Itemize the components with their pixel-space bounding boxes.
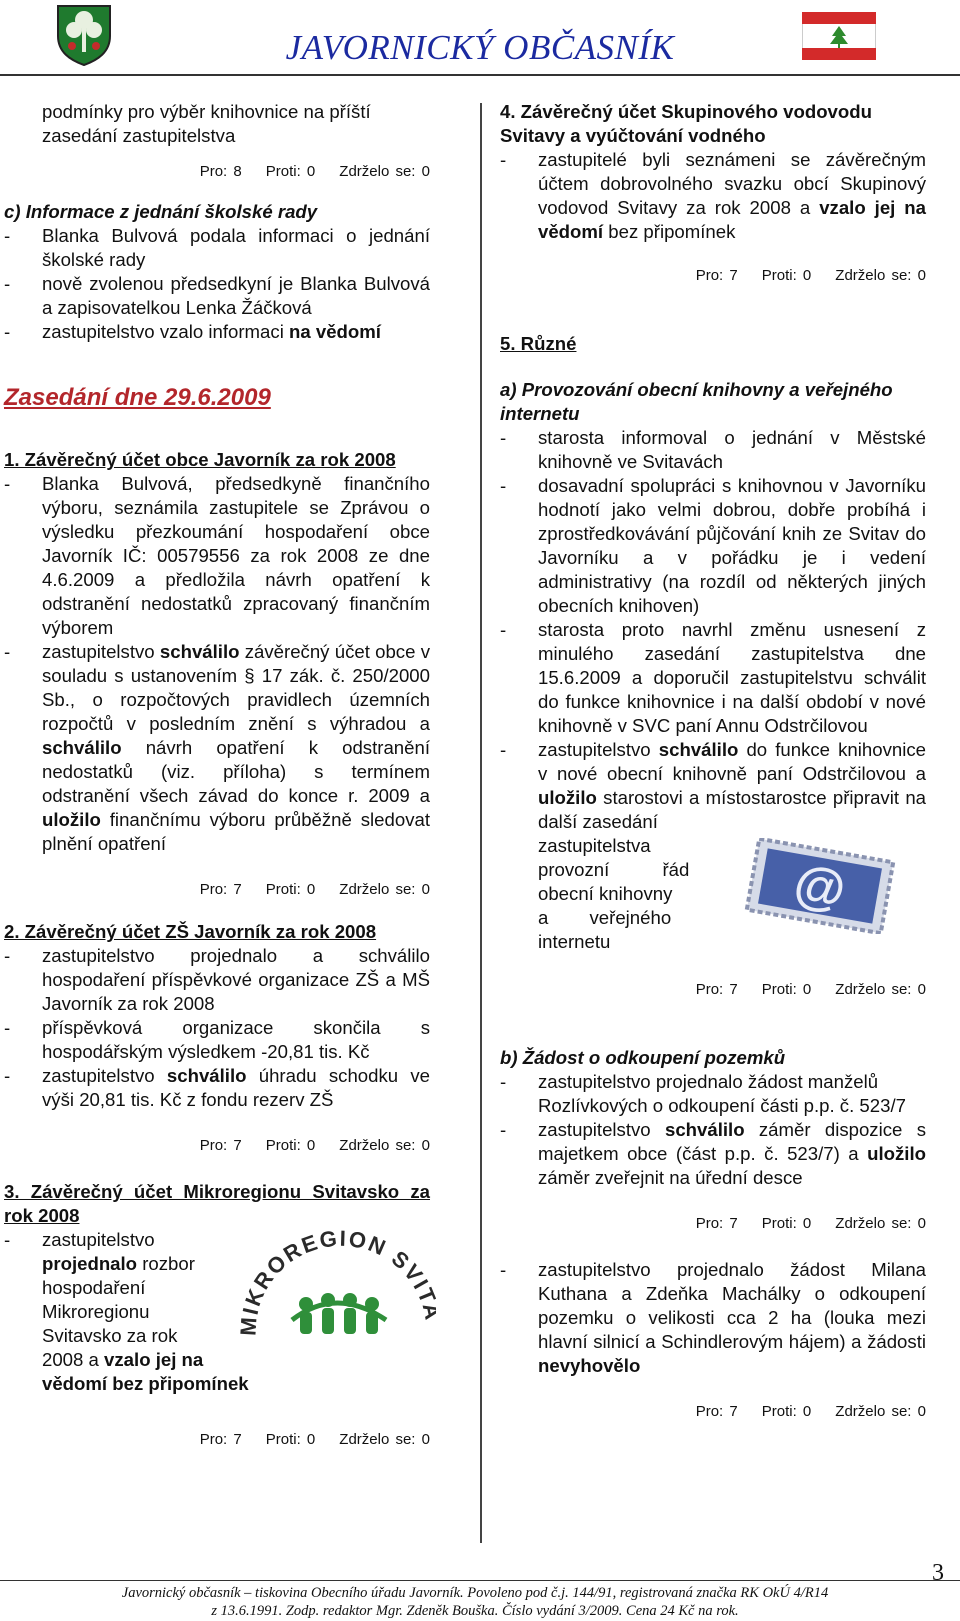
at-sign-stamp <box>740 838 900 934</box>
section-heading-4: 4. Závěrečný účet Skupinového vodovodu Svitavy a vyúčtování vodného <box>500 101 872 146</box>
list-item: - zastupitelstvo schválilo závěrečný účet obce v souladu s ustanovením § 17 zák. č. 250/2000 Sb., o rozpočtových pravidlech územních rozpočtů v posledním znění s výhradou a schválilo návrh opatření k odstranění nedostatků (viz. příloha) s termínem odstranění všech závad do konce r. 2009 a uložilo finančnímu výboru průběžně sledovat plnění opatření <box>4 641 430 854</box>
list-item: - starosta informoval o jednání v Městské knihovně ve Svitavách <box>500 427 926 472</box>
section-heading-3: 3. Závěrečný účet Mikroregionu Svitavsko za rok 2008 <box>4 1181 430 1226</box>
list-item: - Blanka Bulvová, předsedkyně finančního výboru, seznámila zastupitele se Zprávou o výsledku přezkoumání hospodaření obce Javorník IČ: 00579556 za rok 2008 ze dne 4.6.2009 a předložila návrh opatření k odstranění nedostatků zpracovaný finančním výborem <box>4 473 430 638</box>
newsletter-title: JAVORNICKÝ OBČASNÍK <box>285 28 675 67</box>
list-item: - dosavadní spolupráci s knihovnou v Javorníku hodnotí jako velmi dobrou, dobře probíhá i zprostředkovávání půjčování knih ze Svitav do Javorníku a v pořádku je i vedení administrativy (na rozdíl od některých jiných obecních knihoven) <box>500 475 926 616</box>
left-column <box>4 100 435 1452</box>
svg-text:MIKROREGION SVITAVSKO: MIKROREGION SVI <box>236 1225 435 1337</box>
list-item-continued: hospodaření <box>42 1277 146 1298</box>
vote-line: Pro: 8 Proti: 0 Zdrželo se: 0 <box>199 163 430 180</box>
list-item: - zastupitelstvo projednalo a schválilo hospodaření příspěvkové organizace ZŠ a MŠ Javorník za rok 2008 <box>4 945 430 1014</box>
vote-line: Pro: 7 Proti: 0 Zdrželo se: 0 <box>199 1431 430 1448</box>
vote-line: Pro: 7 Proti: 0 Zdrželo se: 0 <box>695 1403 926 1420</box>
list-item: - nově zvolenou předsedkyní je Blanka Bulvová a zapisovatelkou Lenka Žáčková <box>4 273 430 318</box>
list-item-continued: vědomí bez připomínek <box>42 1373 249 1394</box>
list-item-continued: projednalo rozbor <box>42 1253 195 1274</box>
list-item: - zastupitelstvo vzalo informaci na vědomí <box>4 321 381 342</box>
list-item: - zastupitelstvo schválilo úhradu schodku ve výši 20,81 tis. Kč z fondu rezerv ZŠ <box>4 1065 430 1110</box>
list-item-continued: obecní knihovny <box>538 883 673 904</box>
vote-line: Pro: 7 Proti: 0 Zdrželo se: 0 <box>695 1215 926 1232</box>
section-heading-5: 5. Různé <box>500 333 577 354</box>
list-item-continued: a veřejného <box>538 907 672 928</box>
list-item: - Blanka Bulvová podala informaci o jednání školské rady <box>4 225 430 270</box>
footer-line-2: z 13.6.1991. Zodp. redaktor Mgr. Zdeněk Bouška. Číslo vydání 3/2009. Cena 24 Kč na rok. <box>211 1603 739 1619</box>
header-rule <box>0 74 960 76</box>
vote-line: Pro: 7 Proti: 0 Zdrželo se: 0 <box>199 1137 430 1154</box>
list-item: - zastupitelé byli seznámeni se závěrečným účtem dobrovolného svazku obcí Skupinový vodovod Svitavy za rok 2008 a vzalo jej na vědomí bez připomínek <box>500 149 926 242</box>
vote-line: Pro: 7 Proti: 0 Zdrželo se: 0 <box>695 981 926 998</box>
section-heading-2: 2. Závěrečný účet ZŠ Javorník za rok 2008 <box>4 921 377 942</box>
list-item-continued: provozní řád <box>538 859 690 880</box>
list-item-continued: zastupitelstva <box>538 835 651 856</box>
list-item-continued: internetu <box>538 931 611 952</box>
footer-line-1: Javornický občasník – tiskovina Obecního úřadu Javorník. Povoleno pod č.j. 144/91, registrovaná značka RK OkÚ 4/R14 <box>121 1585 829 1601</box>
right-column <box>500 100 926 1424</box>
list-item-continued: Svitavsko za rok <box>42 1325 178 1346</box>
list-item: - příspěvková organizace skončila s hospodářským výsledkem -20,81 tis. Kč <box>4 1017 430 1062</box>
column-divider <box>480 103 482 1543</box>
vote-line: Pro: 7 Proti: 0 Zdrželo se: 0 <box>695 267 926 284</box>
list-item-continued: 2008 a vzalo jej na <box>42 1349 204 1370</box>
footer-imprint <box>40 1584 910 1620</box>
svg-text:@: @ <box>789 854 850 920</box>
section-heading-b: b) Žádost o odkoupení pozemků <box>500 1047 786 1068</box>
list-item: - zastupitelstvo schválilo záměr dispozice s majetkem obce (část p.p. č. 523/7) a uložilo záměr zveřejnit na úřední desce <box>500 1119 926 1188</box>
footer-rule <box>0 1580 960 1581</box>
list-item: - zastupitelstvo <box>4 1229 155 1250</box>
flag-emblem <box>802 12 876 60</box>
section-heading-c: c) Informace z jednání školské rady <box>4 201 318 222</box>
meeting-date-heading: Zasedání dne 29.6.2009 <box>4 384 271 411</box>
vote-line: Pro: 7 Proti: 0 Zdrželo se: 0 <box>199 881 430 898</box>
section-heading-a: a) Provozování obecní knihovny a veřejného internetu <box>500 379 893 424</box>
intro-text: podmínky pro výběr knihovnice na příští zasedání zastupitelstva <box>42 101 371 146</box>
section-heading-1: 1. Závěrečný účet obce Javorník za rok 2008 <box>4 449 396 470</box>
list-item-continued: Mikroregionu <box>42 1301 150 1322</box>
list-item: - starosta proto navrhl změnu usnesení z minulého zasedání zastupitelstva dne 15.6.2009 a doporučil zastupitelstvu schválit do funkce knihovnice i na další období v nové knihovně v SVC paní Annu Odstrčilovou <box>500 619 926 736</box>
page-number: 3 <box>932 1560 944 1586</box>
list-item: - zastupitelstvo schválilo do funkce knihovnice v nové obecní knihovně paní Odstrčilovou a uložilo starostovi a místostarostce připravit na další zasedání <box>500 739 926 832</box>
list-item: - zastupitelstvo projednalo žádost manželů Rozlívkových o odkoupení části p.p. č. 523/7 <box>500 1071 906 1116</box>
list-item: - zastupitelstvo projednalo žádost Milana Kuthana a Zdeňka Machálky o odkoupení pozemku o velikosti cca 2 ha (louka mezi hlavní silnicí a Schindlerovým hájem) a žádosti nevyhovělo <box>500 1259 926 1376</box>
mikroregion-logo <box>236 1216 436 1366</box>
